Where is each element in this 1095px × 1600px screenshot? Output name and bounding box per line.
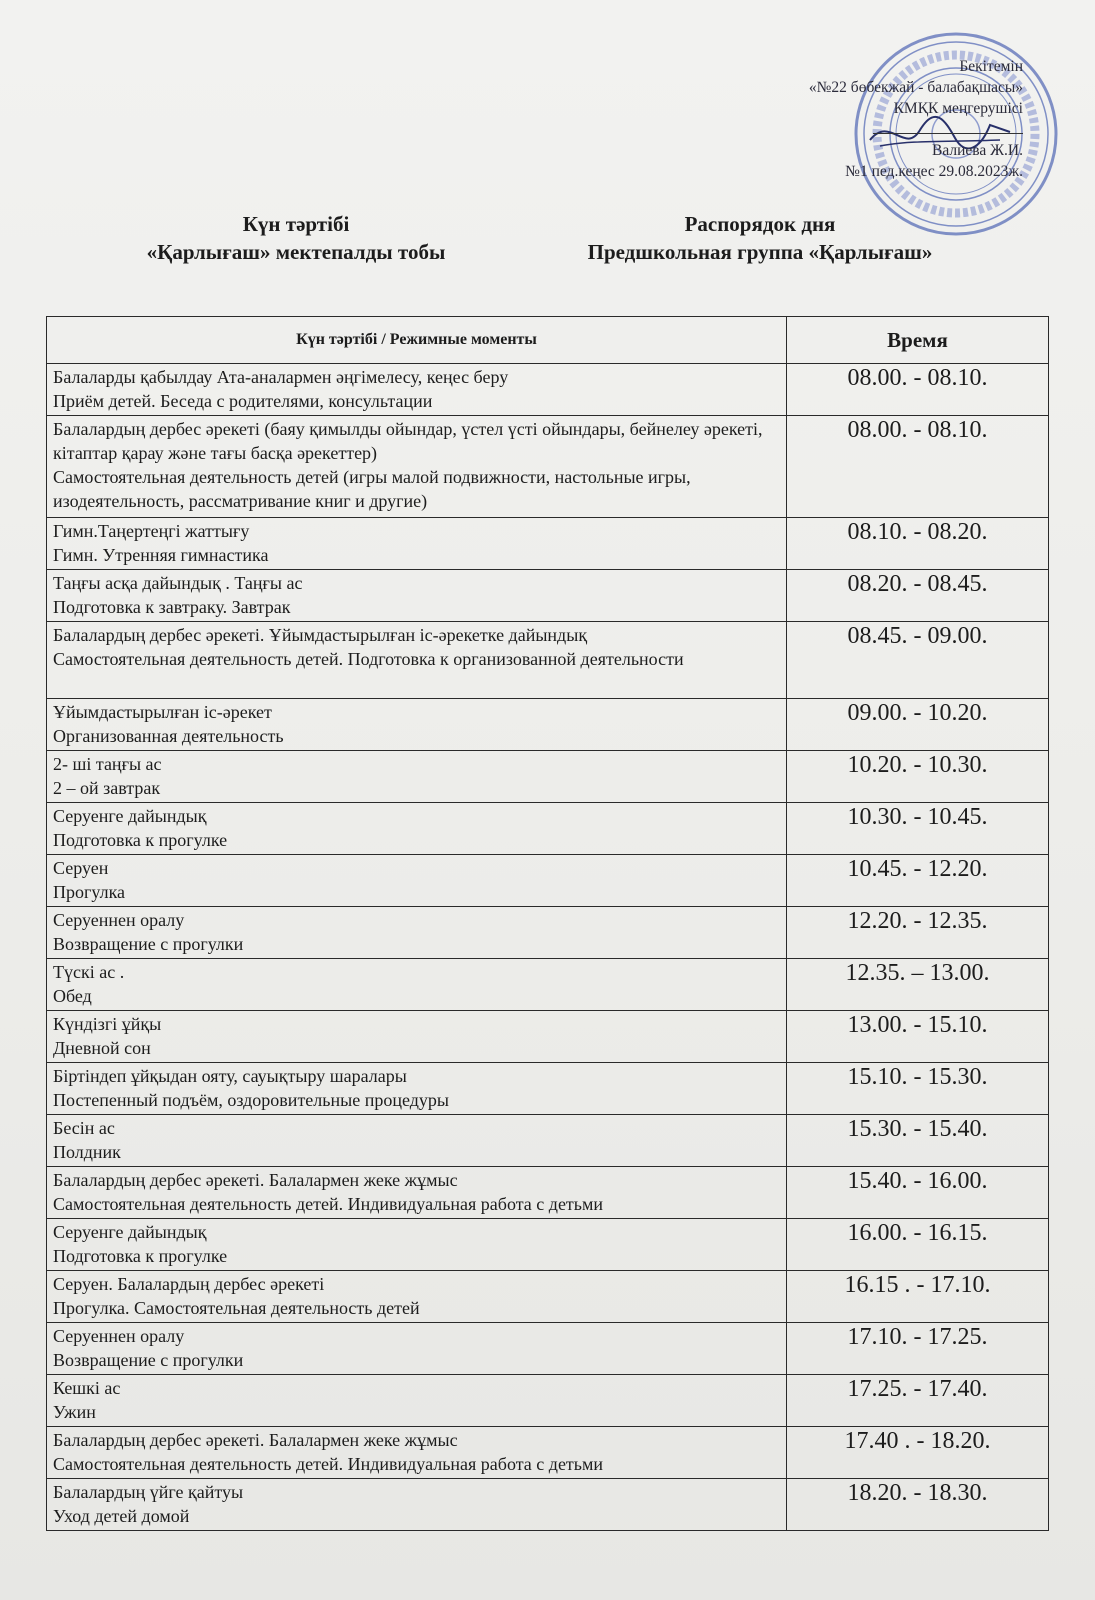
- table-row: [47, 1167, 1049, 1219]
- activity-cell: [47, 1219, 787, 1271]
- activity-cell: [47, 855, 787, 907]
- activity-ru: Ужин: [53, 1402, 96, 1422]
- activity-cell: [47, 416, 787, 518]
- title-ru-line1: Распорядок дня: [684, 212, 836, 236]
- approval-approve-word: Бекітемін: [959, 58, 1023, 75]
- activity-kz: Серуенге дайындық: [53, 806, 207, 826]
- activity-cell: [47, 1427, 787, 1479]
- activity-kz: Түскі ас .: [53, 962, 125, 982]
- activity-ru: Возвращение с прогулки: [53, 934, 244, 954]
- activity-ru: Приём детей. Беседа с родителями, консультации: [53, 391, 433, 411]
- table-row: [47, 1427, 1049, 1479]
- activity-cell: [47, 959, 787, 1011]
- table-row: [47, 1375, 1049, 1427]
- activity-kz: Балалардың дербес әрекеті. Ұйымдастырылған іс-әрекетке дайындық: [53, 625, 588, 645]
- activity-cell: [47, 1011, 787, 1063]
- activity-ru: Организованная деятельность: [53, 726, 284, 746]
- title-kz-line2: «Қарлығаш» мектепалды тобы: [146, 240, 446, 264]
- activity-kz: Балалардың дербес әрекеті. Балалармен жеке жұмыс: [53, 1170, 458, 1190]
- header-time: Время: [787, 317, 1049, 364]
- activity-ru: Прогулка. Самостоятельная деятельность детей: [53, 1298, 420, 1318]
- time-cell: 08.45. - 09.00.: [787, 622, 1049, 699]
- approval-institution: «№22 бөбекжай - балабақшасы»: [808, 79, 1023, 96]
- activity-kz: Күндізгі ұйқы: [53, 1014, 162, 1034]
- time-cell: 15.30. - 15.40.: [787, 1115, 1049, 1167]
- table-row: [47, 364, 1049, 416]
- activity-kz: Бесін ас: [53, 1118, 115, 1138]
- table-row: [47, 1063, 1049, 1115]
- time-cell: 10.20. - 10.30.: [787, 751, 1049, 803]
- time-cell: 08.00. - 08.10.: [787, 416, 1049, 518]
- header-activity: Күн тәртібі / Режимные моменты: [47, 317, 787, 364]
- activity-cell: [47, 1323, 787, 1375]
- activity-cell: [47, 1375, 787, 1427]
- time-cell: 17.40 . - 18.20.: [787, 1427, 1049, 1479]
- time-cell: 13.00. - 15.10.: [787, 1011, 1049, 1063]
- time-cell: 10.30. - 10.45.: [787, 803, 1049, 855]
- activity-kz: Балалардың дербес әрекеті (баяу қимылды ойындар, үстел үсті ойындары, бейнелеу әрекеті, кітаптар қарау және тағы басқа әрекеттер): [53, 419, 763, 463]
- time-cell: 08.00. - 08.10.: [787, 364, 1049, 416]
- activity-ru: Обед: [53, 986, 92, 1006]
- approval-position: КМҚК меңгерушісі: [893, 100, 1023, 117]
- activity-cell: [47, 1479, 787, 1531]
- activity-cell: [47, 622, 787, 699]
- activity-ru: Уход детей домой: [53, 1506, 190, 1526]
- activity-ru: Самостоятельная деятельность детей. Подготовка к организованной деятельности: [53, 649, 684, 669]
- activity-kz: Балаларды қабылдау Ата-аналармен әңгімелесу, кеңес беру: [53, 367, 509, 387]
- activity-ru: Самостоятельная деятельность детей. Индивидуальная работа с детьми: [53, 1194, 604, 1214]
- activity-ru: Самостоятельная деятельность детей. Индивидуальная работа с детьми: [53, 1454, 604, 1474]
- table-row: [47, 751, 1049, 803]
- activity-ru: Самостоятельная деятельность детей (игры малой подвижности, настольные игры, изодеятельность, рассматривание книг и другие): [53, 467, 691, 511]
- activity-ru: 2 – ой завтрак: [53, 778, 161, 798]
- activity-cell: [47, 1167, 787, 1219]
- activity-kz: Серуеннен оралу: [53, 910, 185, 930]
- activity-ru: Гимн. Утренняя гимнастика: [53, 545, 269, 565]
- table-row: [47, 855, 1049, 907]
- activity-cell: [47, 1271, 787, 1323]
- time-cell: 17.10. - 17.25.: [787, 1323, 1049, 1375]
- table-row: [47, 803, 1049, 855]
- time-cell: 17.25. - 17.40.: [787, 1375, 1049, 1427]
- activity-cell: [47, 518, 787, 570]
- approval-council-date: №1 пед.кеңес 29.08.2023ж.: [845, 163, 1023, 180]
- activity-kz: Серуен. Балалардың дербес әрекеті: [53, 1274, 325, 1294]
- table-row: [47, 1323, 1049, 1375]
- time-cell: 18.20. - 18.30.: [787, 1479, 1049, 1531]
- activity-ru: Прогулка: [53, 882, 126, 902]
- table-row: [47, 622, 1049, 699]
- time-cell: 08.10. - 08.20.: [787, 518, 1049, 570]
- activity-ru: Подготовка к прогулке: [53, 1246, 228, 1266]
- schedule-table: [46, 316, 1049, 1531]
- activity-ru: Подготовка к завтраку. Завтрак: [53, 597, 291, 617]
- activity-kz: Біртіндеп ұйқыдан ояту, сауықтыру шаралары: [53, 1066, 407, 1086]
- activity-cell: [47, 570, 787, 622]
- title-kazakh: [108, 210, 484, 266]
- activity-cell: [47, 907, 787, 959]
- table-row: [47, 907, 1049, 959]
- time-cell: 10.45. - 12.20.: [787, 855, 1049, 907]
- title-kz-line1: Күн тәртібі: [242, 212, 350, 236]
- activity-kz: 2- ші таңғы ас: [53, 754, 162, 774]
- title-ru-line2: Предшкольная группа «Қарлығаш»: [587, 240, 933, 264]
- table-row: [47, 1271, 1049, 1323]
- activity-kz: Ұйымдастырылған іс-әрекет: [53, 702, 272, 722]
- activity-kz: Таңғы асқа дайындық . Таңғы ас: [53, 573, 303, 593]
- activity-cell: [47, 1063, 787, 1115]
- approval-name: Валиева Ж.И.: [932, 142, 1023, 159]
- activity-ru: Полдник: [53, 1142, 121, 1162]
- time-cell: 16.15 . - 17.10.: [787, 1271, 1049, 1323]
- activity-cell: [47, 803, 787, 855]
- activity-ru: Постепенный подъём, оздоровительные процедуры: [53, 1090, 449, 1110]
- table-row: [47, 699, 1049, 751]
- activity-cell: [47, 364, 787, 416]
- table-row: [47, 1219, 1049, 1271]
- title-russian: [540, 210, 980, 266]
- time-cell: 12.20. - 12.35.: [787, 907, 1049, 959]
- table-row: [47, 570, 1049, 622]
- activity-cell: [47, 699, 787, 751]
- time-cell: 16.00. - 16.15.: [787, 1219, 1049, 1271]
- table-row: [47, 959, 1049, 1011]
- activity-ru: Дневной сон: [53, 1038, 151, 1058]
- table-row: [47, 1115, 1049, 1167]
- activity-kz: Балалардың дербес әрекеті. Балалармен жеке жұмыс: [53, 1430, 458, 1450]
- activity-kz: Гимн.Таңертеңгі жаттығу: [53, 521, 250, 541]
- activity-kz: Балалардың үйге қайтуы: [53, 1482, 244, 1502]
- time-cell: 12.35. – 13.00.: [787, 959, 1049, 1011]
- table-row: [47, 1011, 1049, 1063]
- activity-ru: Подготовка к прогулке: [53, 830, 228, 850]
- activity-kz: Серуен: [53, 858, 109, 878]
- activity-kz: Серуеннен оралу: [53, 1326, 185, 1346]
- table-row: [47, 416, 1049, 518]
- table-row: [47, 1479, 1049, 1531]
- table-row: [47, 518, 1049, 570]
- table-header-row: [47, 317, 1049, 364]
- activity-kz: Серуенге дайындық: [53, 1222, 207, 1242]
- activity-kz: Кешкі ас: [53, 1378, 121, 1398]
- activity-cell: [47, 1115, 787, 1167]
- time-cell: 15.10. - 15.30.: [787, 1063, 1049, 1115]
- approval-signature-line: [809, 119, 1023, 140]
- activity-cell: [47, 751, 787, 803]
- time-cell: 09.00. - 10.20.: [787, 699, 1049, 751]
- time-cell: 15.40. - 16.00.: [787, 1167, 1049, 1219]
- approval-block: [809, 56, 1023, 182]
- activity-ru: Возвращение с прогулки: [53, 1350, 244, 1370]
- time-cell: 08.20. - 08.45.: [787, 570, 1049, 622]
